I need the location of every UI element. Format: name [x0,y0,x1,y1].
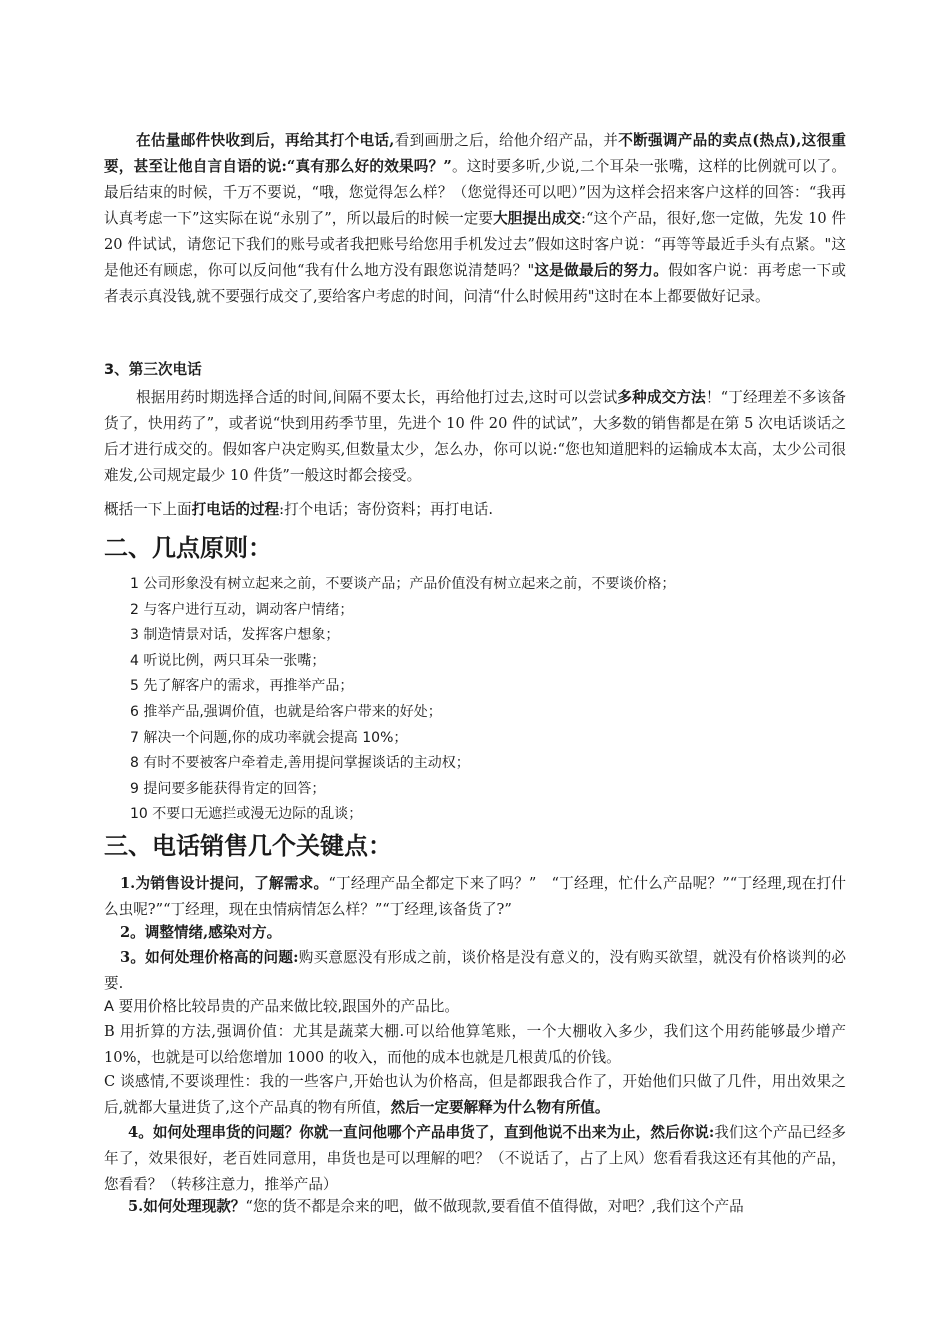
principle-item: 2 与客户进行互动，调动客户情绪； [130,601,354,618]
heading-principles: 二、几点原则： [104,534,272,562]
key-point-1: 1.为销售设计提问，了解需求。“丁经理产品全都定下来了吗？” “丁经理，忙什么产品呢？”“丁经理,现在打什么虫呢?”“丁经理，现在虫情病情怎么样？”“丁经理,该备货了?” [104,875,846,918]
paragraph-third-call: 根据用药时期选择合适的时间,间隔不要太长，再给他打过去,这时可以尝试多种成交方法！“丁经理差不多该备货了，快用药了”，或者说“快到用药季节里，先进个 10 件 20 件的试试”，大多数的销售都是在第 5 次电话谈话之后才进行成交的。假如客户决定购买,但数量太少，怎么办，你可以说:“您也知道肥料的运输成本太高，太少公司很难发,公司规定最少 10 件货”一般这时都会接受。 [104,389,846,484]
principle-item: 6 推举产品,强调价值，也就是给客户带来的好处； [130,703,442,720]
principle-item: 5 先了解客户的需求，再推举产品； [130,678,354,695]
principle-item: 8 有时不要被客户牵着走,善用提问掌握谈话的主动权； [130,755,470,772]
key-point-3: 3。如何处理价格高的问题:购买意愿没有形成之前，谈价格是没有意义的，没有购买欲望，就没有价格谈判的必要. [104,949,846,992]
principle-item: 7 解决一个问题,你的成功率就会提高 10%； [130,729,408,746]
heading-key-points: 三、电话销售几个关键点： [104,832,392,860]
key-point-5: 5.如何处理现款？“您的货不都是佘来的吧，做不做现款,要看值不值得做，对吧？,我们这个产品 [128,1198,744,1215]
principle-item: 9 提问要多能获得肯定的回答； [130,780,326,797]
principle-item: 4 听说比例，两只耳朵一张嘴； [130,652,326,669]
key-point-3-a: A 要用价格比较昂贵的产品来做比较,跟国外的产品比。 [104,998,459,1015]
principles-list [130,572,675,828]
paragraph-second-call: 在估量邮件快收到后，再给其打个电话,看到画册之后，给他介绍产品，并不断强调产品的卖点(热点),这很重要，甚至让他自言自语的说:“真有那么好的效果吗？”。这时要多听,少说,二个耳朵一张嘴，这样的比例就可以了。最后结束的时候，千万不要说，“哦，您觉得怎么样？（您觉得还可以吧）”因为这样会招来客户这样的回答：“我再认真考虑一下”这实际在说“永别了”，所以最后的时候一定要大胆提出成交:“这个产品，很好,您一定做，先发 10 件 20 件试试，请您记下我们的账号或者我把账号给您用手机发过去”假如这时客户说：“再等等最近手头有点紧。"这是他还有顾虑，你可以反问他“我有什么地方没有跟您说清楚吗？"这是做最后的努力。假如客户说：再考虑一下或者表示真没钱,就不要强行成交了,要给客户考虑的时间，问清“什么时候用药"这时在本上都要做好记录。 [104,132,846,305]
key-point-3-b: B 用折算的方法,强调价值：尤其是蔬菜大棚.可以给他算笔账，一个大棚收入多少，我们这个用药能够最少增产 10%，也就是可以给您增加 1000 的收入，而他的成本也就是几根黄瓜的价钱。 [104,1023,846,1066]
principle-item: 3 制造情景对话，发挥客户想象； [130,627,340,644]
key-point-3-c: C 谈感情,不要谈理性：我的一些客户,开始也认为价格高，但是都跟我合作了，开始他们只做了几件，用出效果之后,就都大量进货了,这个产品真的物有所值，然后一定要解释为什么物有所值。 [104,1073,846,1116]
section-third-call-title: 3、第三次电话 [104,361,202,378]
key-point-4: 4。如何处理串货的问题？你就一直问他哪个产品串货了，直到他说不出来为止，然后你说:我们这个产品已经多年了，效果很好，老百姓同意用，串货也是可以理解的吧？（不说话了，占了上风）您看看我这还有其他的产品，您看看？（转移注意力，推举产品） [104,1124,846,1193]
principle-item: 10 不要口无遮拦或漫无边际的乱谈； [130,806,363,823]
principle-item: 1 公司形象没有树立起来之前，不要谈产品；产品价值没有树立起来之前，不要谈价格； [130,576,676,592]
key-point-2: 2。调整情绪,感染对方。 [120,924,282,941]
summary-line: 概括一下上面打电话的过程:打个电话；寄份资料；再打电话. [104,501,494,518]
